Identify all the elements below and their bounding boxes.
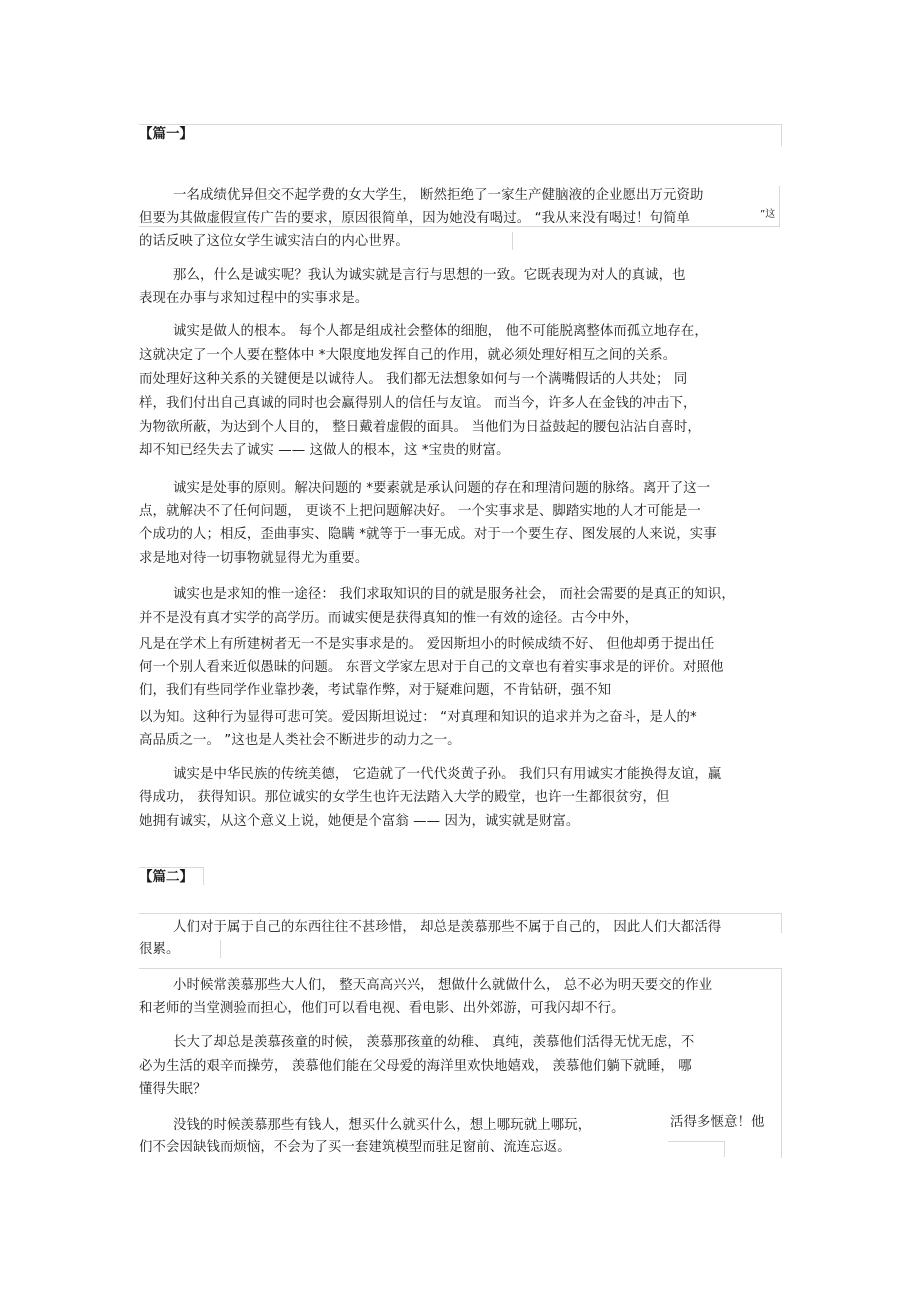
- paragraph-line: 懂得失眠？: [139, 1082, 207, 1097]
- paragraph-line: 人们对于属于自己的东西往往不甚珍惜， 却总是羡慕那些不属于自己的， 因此人们大都活得: [173, 920, 722, 935]
- paragraph-line: 那么，什么是诚实呢？我认为诚实就是言行与思想的一致。它既表现为对人的真诚，也: [173, 268, 686, 283]
- paragraph-line: 没钱的时候羡慕那些有钱人，想买什么就买什么，想上哪玩就上哪玩，: [173, 1118, 592, 1133]
- paragraph-line: 必为生活的艰辛而操劳， 羡慕他们能在父母爱的海洋里欢快地嬉戏， 羡慕他们躺下就睡， 哪: [139, 1059, 692, 1074]
- border-line: [512, 232, 513, 250]
- paragraph-line: 诚实是处事的原则。解决问题的 *要素就是承认问题的存在和理清问题的脉络。离开了这一: [173, 481, 711, 496]
- paragraph-line: 并不是没有真才实学的高学历。而诚实便是获得真知的惟一有效的途径。古今中外，: [139, 611, 639, 626]
- paragraph-line: 但要为其做虚假宣传广告的要求，原因很简单，因为她没有喝过。 “我从来没有喝过！句简单: [139, 211, 691, 226]
- border-line: [139, 913, 781, 914]
- paragraph-line: 而处理好这种关系的关键便是以诚待人。 我们都无法想象如何与一个满嘴假话的人共处； 同: [139, 372, 688, 387]
- border-line: [781, 968, 782, 1158]
- paragraph-line: 活得多惬意！他: [670, 1115, 765, 1130]
- paragraph-line: 她拥有诚实，从这个意义上说，她便是个富翁 —— 因为，诚实就是财富。: [139, 814, 580, 829]
- paragraph-line: 和老师的当堂测验而担心，他们可以看电视、看电影、出外郊游，可我闪却不行。: [139, 1001, 625, 1016]
- paragraph-line: 诚实是做人的根本。 每个人都是组成社会整体的细胞， 他不可能脱离整体而孤立地存在，: [173, 324, 708, 339]
- paragraph-line: 诚实也是求知的惟一途径： 我们求取知识的目的就是服务社会， 而社会需要的是真正的知识，: [173, 587, 735, 602]
- border-line: [724, 1141, 725, 1157]
- border-line: [220, 940, 221, 958]
- border-line: [779, 186, 780, 226]
- paragraph-line: 高品质之一。 ”这也是人类社会不断进步的动力之一。: [139, 733, 461, 748]
- section-heading-1: 【篇一】: [139, 126, 193, 142]
- paragraph-line: 们，我们有些同学作业靠抄袭，考试靠作弊，对于疑难问题，不肯钻研，强不知: [139, 683, 612, 698]
- paragraph-line: 得成功， 获得知识。那位诚实的女学生也许无法踏入大学的殿堂，也许一生都很贫穷，但: [139, 790, 670, 805]
- paragraph-line: ”这: [760, 209, 776, 220]
- paragraph-line: 表现在办事与求知过程中的实事求是。: [139, 291, 369, 306]
- paragraph-line: 却不知已经失去了诚实 —— 这做人的根本，这 *宝贵的财富。: [139, 443, 510, 458]
- paragraph-line: 们不会因缺钱而烦恼，不会为了买一套建筑模型而驻足窗前、流连忘返。: [139, 1140, 571, 1155]
- paragraph-line: 凡是在学术上有所建树者无一不是实事求是的。 爱因斯坦小的时候成绩不好、 但他却勇于提出任: [139, 637, 715, 652]
- paragraph-line: 一名成绩优异但交不起学费的女大学生， 断然拒绝了一家生产健脑液的企业愿出万元资助: [173, 188, 704, 203]
- paragraph-line: 这就决定了一个人要在整体中 *大限度地发挥自己的作用，就必须处理好相互之间的关系。: [139, 348, 677, 363]
- paragraph-line: 点，就解决不了任何问题， 更谈不上把问题解决好。 一个实事求是、脚踏实地的人才可能是一: [139, 504, 701, 519]
- paragraph-line: 长大了却总是羡慕孩童的时候， 羡慕那孩童的幼稚、 真纯，羡慕他们活得无忧无虑，不: [173, 1035, 695, 1050]
- border-line: [203, 867, 204, 885]
- border-line: [781, 913, 782, 933]
- paragraph-line: 样，我们付出自己真诚的同时也会赢得别人的信任与友谊。 而当今，许多人在金钱的冲击下，: [139, 396, 697, 411]
- border-line: [668, 1141, 724, 1142]
- paragraph-line: 诚实是中华民族的传统美德， 它造就了一代代炎黄子孙。 我们只有用诚实才能换得友谊，赢: [173, 767, 722, 782]
- border-line: [781, 124, 782, 146]
- paragraph-line: 很累。: [139, 942, 180, 957]
- border-line: [139, 968, 781, 969]
- paragraph-line: 何一个别人看来近似愚昧的问题。 东晋文学家左思对于自己的文章也有着实事求是的评价。对照他: [139, 660, 724, 675]
- paragraph-line: 以为知。这种行为显得可悲可笑。爱因斯坦说过： “对真理和知识的追求并为之奋斗，是人的*: [139, 710, 697, 725]
- border-line: [139, 124, 781, 125]
- section-heading-2: 【篇二】: [139, 869, 193, 885]
- paragraph-line: 为物欲所蔽，为达到个人目的， 整日戴着虚假的面具。 当他们为日益鼓起的腰包沾沾自喜时，: [139, 420, 701, 435]
- paragraph-line: 求是地对待一切事物就显得尤为重要。: [139, 551, 369, 566]
- paragraph-line: 的话反映了这位女学生诚实洁白的内心世界。: [139, 234, 409, 249]
- paragraph-line: 个成功的人；相反，歪曲事实、隐瞒 *就等于一事无成。对于一个要生存、图发展的人来说，实事: [139, 527, 717, 542]
- paragraph-line: 小时候常羡慕那些大人们， 整天高高兴兴， 想做什么就做什么， 总不必为明天要交的作业: [173, 978, 713, 993]
